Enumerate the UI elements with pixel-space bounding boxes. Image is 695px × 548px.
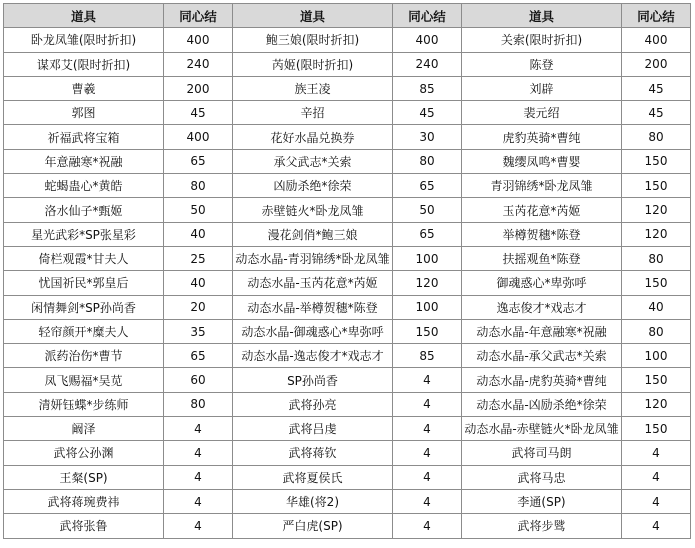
- cell-value-2: 4: [393, 465, 462, 489]
- cell-value-2: 4: [393, 514, 462, 538]
- table-row: [4, 198, 691, 222]
- cell-item-2: 动态水晶-青羽锦绣*卧龙凤雏: [233, 246, 393, 270]
- cell-value-1: 4: [164, 514, 233, 538]
- cell-value-2: 80: [393, 149, 462, 173]
- cell-item-1: 洛水仙子*甄姬: [4, 198, 164, 222]
- cell-value-3: 80: [622, 319, 691, 343]
- cell-value-3: 4: [622, 441, 691, 465]
- cell-value-1: 200: [164, 76, 233, 100]
- cell-value-3: 150: [622, 149, 691, 173]
- table-row: [4, 101, 691, 125]
- cell-value-3: 4: [622, 489, 691, 513]
- table-row: [4, 271, 691, 295]
- header-item-2: 道具: [233, 4, 393, 28]
- cell-value-3: 120: [622, 392, 691, 416]
- cell-value-2: 4: [393, 417, 462, 441]
- table-row: [4, 465, 691, 489]
- cell-item-2: 动态水晶-举樽贺穗*陈登: [233, 295, 393, 319]
- cell-value-2: 4: [393, 441, 462, 465]
- cell-item-2: 族王凌: [233, 76, 393, 100]
- cell-item-2: 赤壁链火*卧龙凤雏: [233, 198, 393, 222]
- cell-item-2: 花好水晶兑换券: [233, 125, 393, 149]
- cell-item-3: 动态水晶-凶励杀绝*徐荣: [462, 392, 622, 416]
- cell-item-2: 漫花剑俏*鲍三娘: [233, 222, 393, 246]
- cell-item-1: 倚栏观霞*甘夫人: [4, 246, 164, 270]
- table-container: [3, 3, 691, 539]
- table-body: [4, 28, 691, 538]
- cell-item-2: 华雄(将2): [233, 489, 393, 513]
- cell-item-3: 青羽锦绣*卧龙凤雏: [462, 174, 622, 198]
- table-row: [4, 489, 691, 513]
- cell-value-1: 400: [164, 28, 233, 52]
- cell-item-1: 卧龙凤雏(限时折扣): [4, 28, 164, 52]
- cell-value-1: 65: [164, 149, 233, 173]
- cell-value-3: 120: [622, 198, 691, 222]
- cell-item-1: 星光武彩*SP张星彩: [4, 222, 164, 246]
- cell-value-1: 240: [164, 52, 233, 76]
- table-row: [4, 76, 691, 100]
- cell-item-3: 扶摇观鱼*陈登: [462, 246, 622, 270]
- header-value-1: 同心结: [164, 4, 233, 28]
- cell-item-2: 武将蒋钦: [233, 441, 393, 465]
- cell-item-1: 郭图: [4, 101, 164, 125]
- table-row: [4, 125, 691, 149]
- cell-value-2: 85: [393, 344, 462, 368]
- header-value-3: 同心结: [622, 4, 691, 28]
- cell-value-2: 65: [393, 174, 462, 198]
- cell-value-2: 65: [393, 222, 462, 246]
- cell-value-1: 60: [164, 368, 233, 392]
- table-row: [4, 368, 691, 392]
- table-row: [4, 295, 691, 319]
- cell-value-3: 150: [622, 174, 691, 198]
- cell-value-3: 150: [622, 271, 691, 295]
- cell-item-3: 御魂惑心*卑弥呼: [462, 271, 622, 295]
- cell-value-3: 4: [622, 465, 691, 489]
- cell-value-1: 4: [164, 465, 233, 489]
- cell-item-3: 武将司马朗: [462, 441, 622, 465]
- cell-value-3: 200: [622, 52, 691, 76]
- cell-value-3: 120: [622, 222, 691, 246]
- cell-item-1: 阚泽: [4, 417, 164, 441]
- cell-item-3: 武将马忠: [462, 465, 622, 489]
- cell-item-1: 王粲(SP): [4, 465, 164, 489]
- cell-item-3: 逸志俊才*戏志才: [462, 295, 622, 319]
- table-row: [4, 149, 691, 173]
- cell-value-1: 40: [164, 222, 233, 246]
- cell-item-1: 轻帘颜开*糜夫人: [4, 319, 164, 343]
- cell-item-1: 武将蒋琬费祎: [4, 489, 164, 513]
- cell-value-1: 4: [164, 417, 233, 441]
- cell-item-3: 裴元绍: [462, 101, 622, 125]
- cell-item-2: 凶励杀绝*徐荣: [233, 174, 393, 198]
- cell-item-2: 动态水晶-逸志俊才*戏志才: [233, 344, 393, 368]
- cell-value-3: 80: [622, 246, 691, 270]
- cell-item-2: 武将吕虔: [233, 417, 393, 441]
- cell-value-2: 30: [393, 125, 462, 149]
- cell-item-1: 凤飞赐福*吴苋: [4, 368, 164, 392]
- cell-item-2: 武将孙亮: [233, 392, 393, 416]
- cell-item-2: 芮姬(限时折扣): [233, 52, 393, 76]
- cell-value-2: 150: [393, 319, 462, 343]
- cell-value-1: 400: [164, 125, 233, 149]
- table-row: [4, 52, 691, 76]
- cell-item-2: SP孙尚香: [233, 368, 393, 392]
- cell-value-1: 50: [164, 198, 233, 222]
- table-row: [4, 344, 691, 368]
- table-row: [4, 514, 691, 538]
- cell-value-2: 400: [393, 28, 462, 52]
- cell-item-1: 祈福武将宝箱: [4, 125, 164, 149]
- table-row: [4, 392, 691, 416]
- cell-item-3: 关索(限时折扣): [462, 28, 622, 52]
- cell-value-2: 45: [393, 101, 462, 125]
- cell-value-2: 4: [393, 489, 462, 513]
- cell-value-2: 50: [393, 198, 462, 222]
- cell-value-1: 35: [164, 319, 233, 343]
- cell-item-1: 闲情舞剑*SP孙尚香: [4, 295, 164, 319]
- cell-item-2: 辛招: [233, 101, 393, 125]
- cell-item-3: 武将步骘: [462, 514, 622, 538]
- cell-value-2: 4: [393, 392, 462, 416]
- cell-value-1: 40: [164, 271, 233, 295]
- cell-item-1: 武将张鲁: [4, 514, 164, 538]
- cell-value-2: 100: [393, 295, 462, 319]
- cell-item-3: 动态水晶-赤壁链火*卧龙凤雏: [462, 417, 622, 441]
- cell-value-2: 120: [393, 271, 462, 295]
- table-header: [4, 4, 691, 28]
- cell-value-1: 4: [164, 441, 233, 465]
- cell-item-1: 清妍钰蝶*步练师: [4, 392, 164, 416]
- header-value-2: 同心结: [393, 4, 462, 28]
- cell-item-1: 年意融寒*祝融: [4, 149, 164, 173]
- table-row: [4, 441, 691, 465]
- cell-value-1: 65: [164, 344, 233, 368]
- cell-value-2: 85: [393, 76, 462, 100]
- cell-value-3: 80: [622, 125, 691, 149]
- exchange-table: [3, 3, 691, 539]
- cell-value-1: 20: [164, 295, 233, 319]
- header-item-1: 道具: [4, 4, 164, 28]
- cell-value-1: 25: [164, 246, 233, 270]
- cell-value-3: 4: [622, 514, 691, 538]
- cell-item-2: 动态水晶-御魂惑心*卑弥呼: [233, 319, 393, 343]
- cell-item-3: 玉芮花意*芮姬: [462, 198, 622, 222]
- cell-value-2: 240: [393, 52, 462, 76]
- table-row: [4, 174, 691, 198]
- cell-value-3: 400: [622, 28, 691, 52]
- table-row: [4, 417, 691, 441]
- table-row: [4, 222, 691, 246]
- cell-value-3: 45: [622, 101, 691, 125]
- table-row: [4, 246, 691, 270]
- cell-item-1: 派药治伤*曹节: [4, 344, 164, 368]
- cell-item-2: 鲍三娘(限时折扣): [233, 28, 393, 52]
- cell-item-2: 武将夏侯氏: [233, 465, 393, 489]
- cell-value-1: 45: [164, 101, 233, 125]
- cell-value-3: 100: [622, 344, 691, 368]
- cell-item-1: 武将公孙渊: [4, 441, 164, 465]
- cell-item-1: 忧国祈民*郭皇后: [4, 271, 164, 295]
- cell-item-3: 举樽贺穗*陈登: [462, 222, 622, 246]
- cell-value-3: 45: [622, 76, 691, 100]
- cell-item-1: 蛇蝎蛊心*黄皓: [4, 174, 164, 198]
- cell-item-3: 动态水晶-虎豹英骑*曹纯: [462, 368, 622, 392]
- cell-value-2: 100: [393, 246, 462, 270]
- cell-item-3: 动态水晶-承父武志*关索: [462, 344, 622, 368]
- cell-value-3: 150: [622, 417, 691, 441]
- header-row: [4, 4, 691, 28]
- cell-item-1: 谋邓艾(限时折扣): [4, 52, 164, 76]
- cell-item-3: 虎豹英骑*曹纯: [462, 125, 622, 149]
- cell-item-2: 动态水晶-玉芮花意*芮姬: [233, 271, 393, 295]
- cell-item-2: 严白虎(SP): [233, 514, 393, 538]
- cell-value-1: 80: [164, 392, 233, 416]
- cell-item-3: 刘辟: [462, 76, 622, 100]
- cell-value-3: 40: [622, 295, 691, 319]
- header-item-3: 道具: [462, 4, 622, 28]
- cell-item-3: 动态水晶-年意融寒*祝融: [462, 319, 622, 343]
- cell-item-3: 李通(SP): [462, 489, 622, 513]
- cell-value-1: 4: [164, 489, 233, 513]
- cell-value-1: 80: [164, 174, 233, 198]
- cell-item-1: 曹羲: [4, 76, 164, 100]
- cell-item-3: 陈登: [462, 52, 622, 76]
- table-row: [4, 319, 691, 343]
- cell-value-3: 150: [622, 368, 691, 392]
- cell-item-2: 承父武志*关索: [233, 149, 393, 173]
- cell-item-3: 魏缨凤鸣*曹婴: [462, 149, 622, 173]
- table-row: [4, 28, 691, 52]
- cell-value-2: 4: [393, 368, 462, 392]
